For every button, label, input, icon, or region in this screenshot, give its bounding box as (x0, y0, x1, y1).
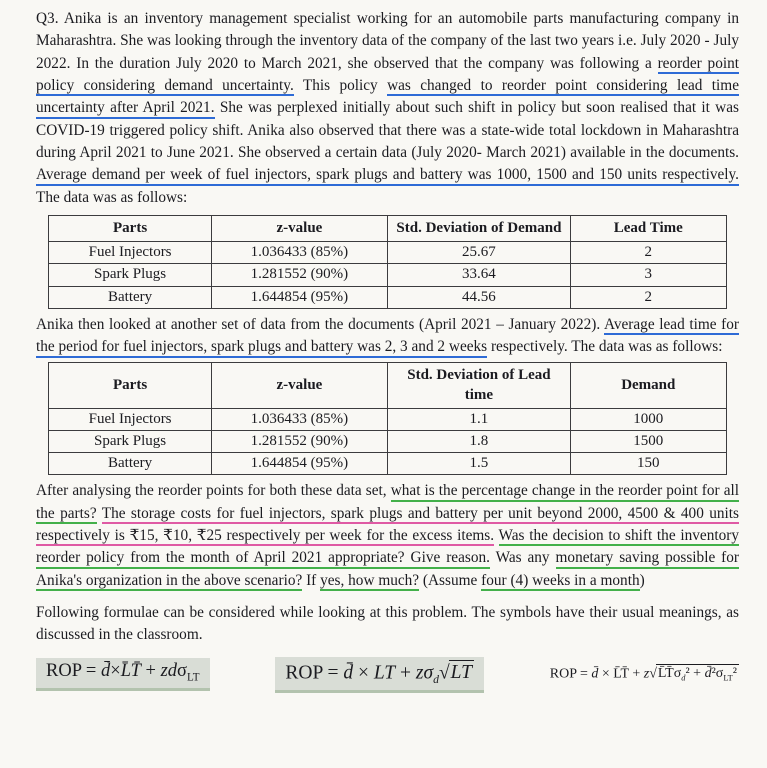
table-cell: 44.56 (387, 286, 570, 308)
question-paragraph-tasks: After analysing the reorder points for both these data set, what is the percentage change in the reorder point for all the parts? The storage costs for fuel injectors, spark plugs and battery per unit beyond 2000, 4500 & 400 units respectively is ₹15, ₹10, ₹25 respectively per week for the excess items. Was the decision to shift the inventory reorder policy from the month of April 2021 appropriate? Give reason. Was any monetary saving possible for Anika's organization in the above scenario? If yes, how much? (Assume four (4) weeks in a month) (36, 480, 739, 592)
table-header-row (49, 215, 726, 241)
table-cell: Battery (49, 453, 212, 475)
table-cell: 1.644854 (95%) (211, 453, 387, 475)
table-cell: 2 (570, 242, 726, 264)
table-row (49, 430, 726, 452)
table-cell: 3 (570, 264, 726, 286)
table-cell: 1.5 (387, 453, 570, 475)
table-cell: 150 (570, 453, 726, 475)
column-header-zvalue: z-value (211, 215, 387, 241)
column-header-demand: Demand (570, 363, 726, 408)
table-cell: 1.644854 (95%) (211, 286, 387, 308)
table-cell: 1.036433 (85%) (211, 408, 387, 430)
table-cell: Battery (49, 286, 212, 308)
table-cell: 1000 (570, 408, 726, 430)
table-header-row (49, 363, 726, 408)
table-row (49, 242, 726, 264)
table-cell: 1500 (570, 430, 726, 452)
table-row (49, 453, 726, 475)
column-header-std-dev-lead-time: Std. Deviation of Lead time (387, 363, 570, 408)
table-cell: Fuel Injectors (49, 242, 212, 264)
table-cell: 1.8 (387, 430, 570, 452)
column-header-zvalue: z-value (211, 363, 387, 408)
formula-row (36, 657, 739, 690)
table-cell: 1.036433 (85%) (211, 242, 387, 264)
question-paragraph-second-data: Anika then looked at another set of data from the documents (April 2021 – January 2022). Average lead time for the period for fuel injectors, spark plugs and battery was 2, 3 and 2 weeks respectively. The data was as follows: (36, 314, 739, 359)
rop-formula-lead-time-uncertainty: ROP = d̄×L̄T̄ + zdσ$_{LT}$ (36, 658, 210, 687)
rop-formula-demand-uncertainty: ROP = d̄ × LT + $z\sigma_d√LT$ (275, 657, 484, 690)
column-header-lead-time: Lead Time (570, 215, 726, 241)
table-cell: 1.281552 (90%) (211, 430, 387, 452)
table-cell: Spark Plugs (49, 430, 212, 452)
rop-formula-combined-uncertainty: ROP = d̄ × L̄T̄ + $z√L̄T̄\sigma_d^2$ + $d̄^2\sigma_{LT}^2$ (550, 664, 739, 683)
lead-time-data-table (48, 362, 726, 475)
question-paragraph-intro: Q3. Anika is an inventory management specialist working for an automobile parts manufacturing company in Maharashtra. She was looking through the inventory data of the company of the last two years i.e. July 2020 - July 2022. In the duration July 2020 to March 2021, she observed that the company was following a reorder point policy considering demand uncertainty. This policy was changed to reorder point considering lead time uncertainty after April 2021. She was perplexed initially about such shift in policy but soon realised that it was COVID-19 triggered policy shift. Anika also observed that there was a state-wide total lockdown in Maharashtra during April 2021 to June 2021. She observed a certain data (July 2020- March 2021) available in the documents. Average demand per week of fuel injectors, spark plugs and battery was 1000, 1500 and 150 units respectively. The data was as follows: (36, 10, 739, 206)
column-header-parts: Parts (49, 363, 212, 408)
column-header-parts: Parts (49, 215, 212, 241)
demand-data-table (48, 215, 726, 309)
table-cell: 1.1 (387, 408, 570, 430)
document-page (36, 8, 739, 690)
column-header-std-dev-demand: Std. Deviation of Demand (387, 215, 570, 241)
question-paragraph-formula-note: Following formulae can be considered while looking at this problem. The symbols have their usual meanings, as discussed in the classroom. (36, 603, 739, 644)
table-row (49, 264, 726, 286)
table-cell: 33.64 (387, 264, 570, 286)
table-cell: Fuel Injectors (49, 408, 212, 430)
table-row (49, 286, 726, 308)
table-cell: 2 (570, 286, 726, 308)
table-cell: 1.281552 (90%) (211, 264, 387, 286)
table-cell: Spark Plugs (49, 264, 212, 286)
table-cell: 25.67 (387, 242, 570, 264)
table-row (49, 408, 726, 430)
